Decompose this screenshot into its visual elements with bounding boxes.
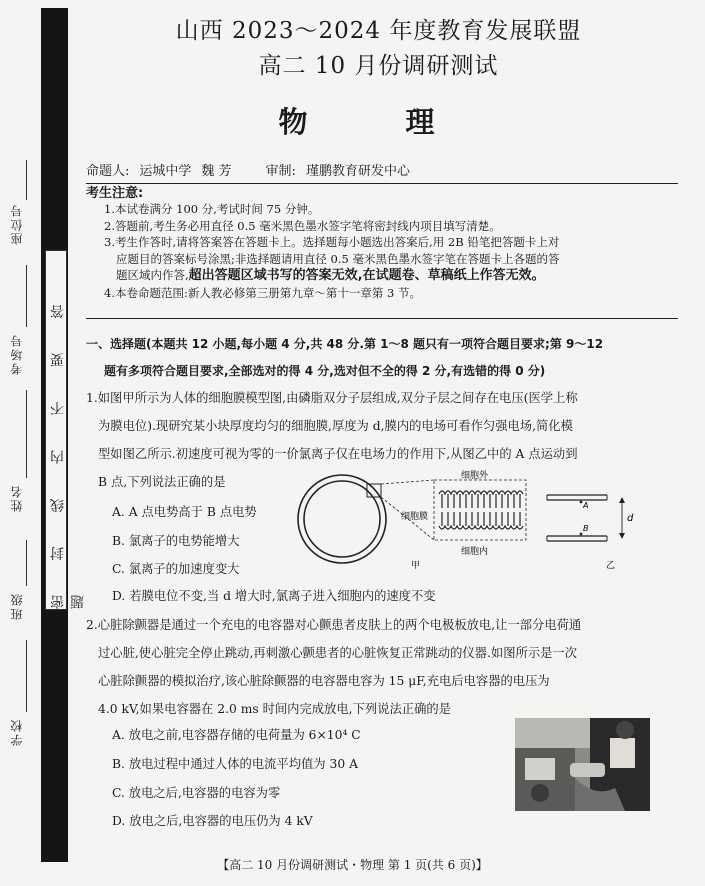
exam-room-line — [26, 265, 27, 327]
question-1-line: B 点,下列说法正确的是 — [98, 475, 226, 489]
divider — [86, 318, 678, 319]
q1-option-a: A. A 点电势高于 B 点电势 — [112, 505, 257, 519]
defibrillator-photo — [515, 718, 650, 811]
seal-text: 密 封 线 内 不 要 答 题 — [50, 289, 86, 609]
thickness-arrow — [619, 497, 625, 539]
notice-item — [104, 267, 676, 285]
label-inside: 细胞内 — [461, 547, 489, 557]
author-school: 运城中学 — [139, 164, 192, 179]
label-outside: 细胞外 — [461, 471, 489, 481]
notice-item-emphasis: 超出答题区域书写的答案无效,在试题卷、草稿纸上作答无效。 — [188, 268, 545, 283]
q2-option-c: C. 放电之后,电容器的电容为零 — [112, 786, 281, 800]
question-2 — [86, 611, 678, 723]
notice-list — [104, 201, 676, 301]
exam-title: 山西 2023～2024 年度教育发展联盟 — [175, 18, 582, 44]
membrane-detail-box — [434, 480, 526, 540]
review-org: 瑾鹏教育研发中心 — [305, 164, 410, 179]
binding-margin — [0, 0, 40, 886]
question-2-line: 心脏除颤器的模拟治疗,该心脏除颤器的电容器电容为 15 μF,充电后电容器的电压为 — [98, 674, 550, 688]
q2-option-d: D. 放电之后,电容器的电压仍为 4 kV — [112, 814, 313, 828]
q2-option-a: A. 放电之前,电容器存储的电荷量为 6×10⁴ C — [112, 728, 361, 742]
section-heading-line: 题有多项符合题目要求,全部选对的得 4 分,选对但不全的得 2 分,有选错的得 0 分) — [104, 364, 546, 378]
author-line — [86, 160, 678, 184]
question-2-line: 4.0 kV,如果电容器在 2.0 ms 时间内完成放电,下列说法正确的是 — [98, 702, 451, 716]
point-b — [580, 533, 583, 536]
notice-item-part: 题区域内作答, — [116, 268, 189, 282]
question-1-line: 型如图乙所示.初速度可视为零的一价氯离子仅在电场力的作用下,从图乙中的 A 点运动到 — [98, 447, 578, 461]
author-name: 魏 芳 — [201, 164, 232, 179]
notice-item: 4.本卷命题范围:新人教必修第三册第九章～第十一章第 3 节。 — [104, 285, 421, 300]
review-label: 审制: — [265, 164, 296, 179]
label-jia: 甲 — [411, 561, 421, 571]
q1-option-d: D. 若膜电位不变,当 d 增大时,氯离子进入细胞内的速度不变 — [112, 589, 436, 603]
simplified-model — [547, 495, 607, 541]
seal-strip — [45, 250, 86, 610]
school-line — [26, 640, 27, 712]
phospholipid-layers — [439, 491, 523, 529]
exam-room-label: 考场号 — [10, 333, 24, 375]
q2-option-b: B. 放电过程中通过人体的电流平均值为 30 A — [112, 757, 358, 771]
notice-item: 3.考生作答时,请将答案答在答题卡上。选择题每小题选出答案后,用 2B 铅笔把答题卡上对 — [104, 235, 560, 249]
q1-option-b: B. 氯离子的电势能增大 — [112, 534, 240, 548]
class-label: 班级 — [10, 592, 24, 620]
seat-number-label: 座位号 — [10, 203, 24, 245]
question-1-line: 为膜电位).现研究某小块厚度均匀的细胞膜,厚度为 d,膜内的电场可看作匀强电场,简化模 — [98, 419, 573, 433]
label-d: d — [627, 513, 634, 524]
name-line — [26, 390, 27, 478]
notice-item: 2.答题前,考生务必用直径 0.5 毫米黑色墨水签字笔将密封线内项目填写清楚。 — [104, 218, 501, 233]
point-a — [580, 501, 583, 504]
cell-membrane-figure — [291, 468, 671, 576]
notice-item: 应题目的答案标号涂黑;非选择题请用直径 0.5 毫米黑色墨水签字笔在答题卡上各题的答 — [116, 251, 560, 266]
school-label: 学校 — [10, 718, 24, 746]
notice-item: 1.本试卷满分 100 分,考试时间 75 分钟。 — [104, 202, 320, 216]
zoom-lines — [381, 480, 434, 540]
subject-title: 物 理 — [278, 105, 479, 139]
seat-number-line — [26, 160, 27, 200]
name-label: 姓名 — [10, 484, 24, 512]
class-line — [26, 540, 27, 586]
label-yi: 乙 — [606, 561, 616, 571]
author-label: 命题人: — [86, 164, 130, 179]
label-b: B — [583, 524, 589, 533]
exam-subtitle: 高二 10 月份调研测试 — [258, 53, 499, 79]
question-1-line: 1.如图甲所示为人体的细胞膜模型图,由磷脂双分子层组成,双分子层之间存在电压(医学上称 — [86, 391, 578, 405]
q1-option-c: C. 氯离子的加速度变大 — [112, 562, 240, 576]
label-membrane: 细胞膜 — [401, 512, 429, 522]
page-footer: 【高二 10 月份调研测试・物理 第 1 页(共 6 页)】 — [217, 858, 488, 872]
cell-circle — [298, 475, 386, 563]
question-2-line: 过心脏,使心脏完全停止跳动,再刺激心颤患者的心脏恢复正常跳动的仪器.如图所示是一次 — [98, 646, 578, 660]
label-a: A — [583, 501, 589, 510]
notice-heading: 考生注意: — [86, 186, 144, 201]
section-heading — [86, 331, 678, 385]
question-2-line: 2.心脏除颤器是通过一个充电的电容器对心颤患者皮肤上的两个电极板放电,让一部分电荷通 — [86, 618, 582, 632]
section-heading-line: 一、选择题(本题共 12 小题,每小题 4 分,共 48 分.第 1～8 题只有一项符合题目要求;第 9～12 — [86, 337, 604, 351]
